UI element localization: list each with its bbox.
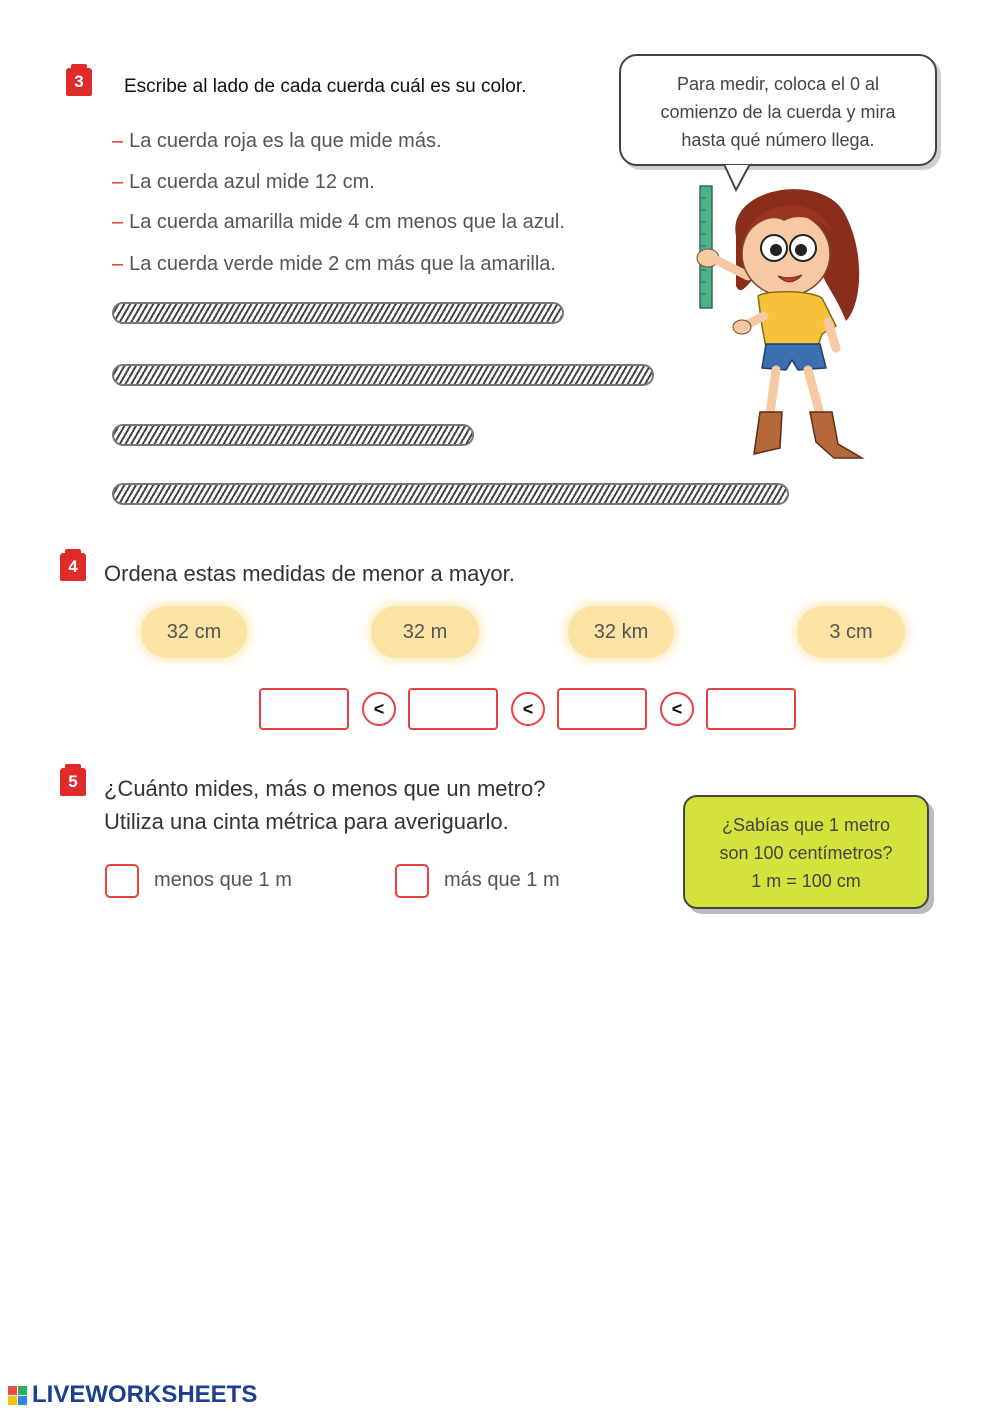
rope-3 <box>112 424 474 446</box>
measure-pill-3cm: 3 cm <box>797 606 905 658</box>
girl-with-ruler-illustration <box>686 176 876 466</box>
exercise-5-question-line-1: ¿Cuánto mides, más o menos que un metro? <box>104 776 546 801</box>
order-answer-box-3[interactable] <box>557 688 647 730</box>
order-answer-box-4[interactable] <box>706 688 796 730</box>
liveworksheets-brand[interactable]: LIVEWORKSHEETS <box>32 1381 258 1408</box>
exercise-3-badge: 3 <box>66 68 92 96</box>
speech-bubble <box>619 54 937 166</box>
exercise-4-instruction: Ordena estas medidas de menor a mayor. <box>104 561 515 586</box>
exercise-3-instruction: Escribe al lado de cada cuerda cuál es su color. <box>124 76 527 97</box>
less-than-symbol-1: < <box>362 692 396 726</box>
option-label-less-than-1m: menos que 1 m <box>154 869 292 891</box>
info-line-1: ¿Sabías que 1 metro <box>721 815 891 835</box>
speech-line-1: Para medir, coloca el 0 al <box>676 74 880 94</box>
info-line-3: 1 m = 100 cm <box>751 871 861 891</box>
clue-yellow: – La cuerda amarilla mide 4 cm menos que la azul. <box>112 211 565 233</box>
measure-pill-32cm: 32 cm <box>141 606 247 658</box>
clue-blue: – La cuerda azul mide 12 cm. <box>112 171 375 193</box>
rope-2 <box>112 364 654 386</box>
speech-line-3: hasta qué número llega. <box>681 130 875 150</box>
less-than-symbol-3: < <box>660 692 694 726</box>
liveworksheets-logo-icon <box>8 1386 28 1406</box>
order-answer-box-2[interactable] <box>408 688 498 730</box>
rope-4 <box>112 483 789 505</box>
checkbox-less-than-1m[interactable] <box>105 864 139 898</box>
rope-1 <box>112 302 564 324</box>
clue-green: – La cuerda verde mide 2 cm más que la amarilla. <box>112 253 556 275</box>
measure-pill-32m: 32 m <box>371 606 479 658</box>
speech-line-2: comienzo de la cuerda y mira <box>660 102 896 122</box>
measure-pill-32km: 32 km <box>568 606 674 658</box>
exercise-5-question-line-2: Utiliza una cinta métrica para averiguarlo. <box>104 809 509 834</box>
order-answer-box-1[interactable] <box>259 688 349 730</box>
clue-red: – La cuerda roja es la que mide más. <box>112 130 442 152</box>
exercise-5-badge: 5 <box>60 768 86 796</box>
less-than-symbol-2: < <box>511 692 545 726</box>
info-line-2: son 100 centímetros? <box>719 843 893 863</box>
exercise-4-badge: 4 <box>60 553 86 581</box>
did-you-know-box <box>683 795 929 909</box>
checkbox-more-than-1m[interactable] <box>395 864 429 898</box>
option-label-more-than-1m: más que 1 m <box>444 869 560 891</box>
